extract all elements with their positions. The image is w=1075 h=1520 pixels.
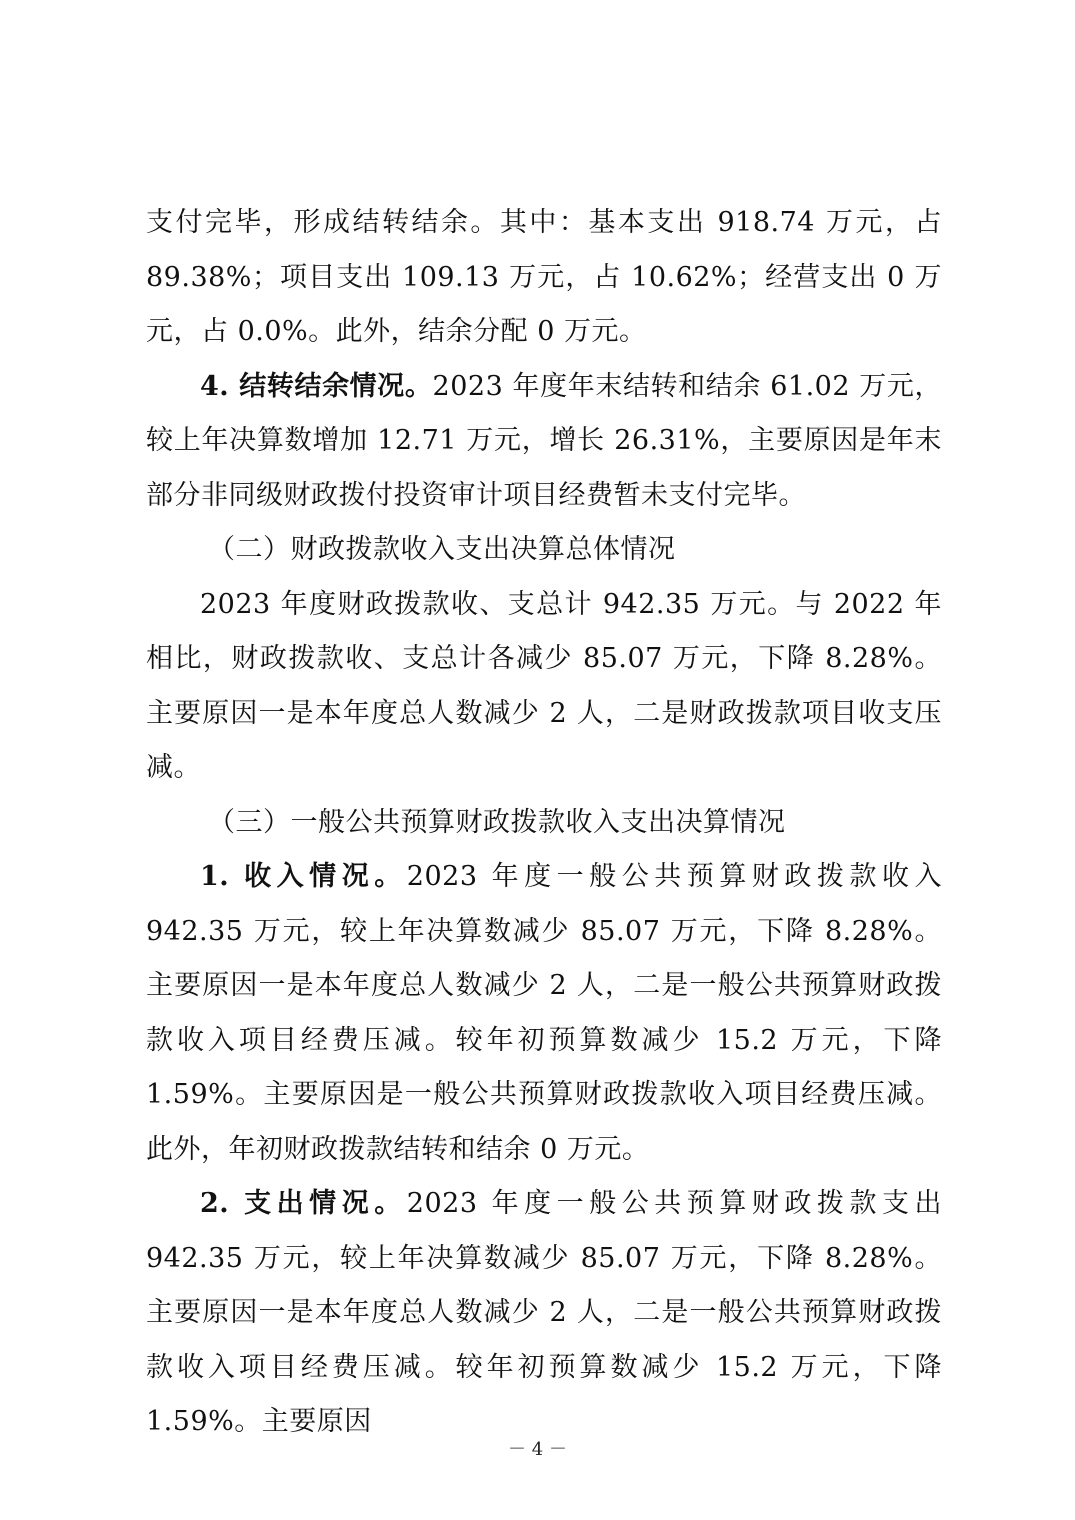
paragraph-lead: 4. 结转结余情况。 <box>200 370 433 402</box>
section-heading-general-budget <box>146 796 942 851</box>
heading-text: （三）一般公共预算财政拨款收入支出决算情况 <box>208 806 786 838</box>
paragraph-expenditure <box>146 1177 942 1450</box>
paragraph-text: 2023 年度一般公共预算财政拨款收入 942.35 万元，较上年决算数减少 85.07 万元，下降 8.28%。主要原因一是本年度总人数减少 2 人，二是一般公共预算财政拨款收入项目经费压减。较年初预算数减少 15.2 万元，下降 1.59%。主要原因是一般公共预算财政拨款收入项目经费压减。此外，年初财政拨款结转和结余 0 万元。 <box>146 861 943 1165</box>
section-heading-fiscal-overall <box>146 523 942 578</box>
page-number: － 4 － <box>508 1439 567 1460</box>
paragraph-lead: 2. 支出情况。 <box>200 1188 407 1219</box>
paragraph-text: 2023 年度年末结转和结余 61.02 万元，较上年决算数增加 12.71 万元，增长 26.31%，主要原因是年末部分非同级财政拨付投资审计项目经费暂未支付完毕。 <box>146 370 942 511</box>
paragraph-text: 支付完毕，形成结转结余。其中：基本支出 918.74 万元，占 89.38%；项目支出 109.13 万元，占 10.62%；经营支出 0 万元，占 0.0%。此外，结余分配 0 万元。 <box>146 207 942 347</box>
paragraph-text: 2023 年度一般公共预算财政拨款支出 942.35 万元，较上年决算数减少 85.07 万元，下降 8.28%。主要原因一是本年度总人数减少 2 人，二是一般公共预算财政拨款收入项目经费压减。较年初预算数减少 15.2 万元，下降 1.59%。主要原因 <box>146 1188 943 1437</box>
paragraph-income <box>146 850 942 1177</box>
paragraph-expenditure-continued <box>146 196 942 360</box>
document-body <box>146 196 942 1450</box>
paragraph-text: 2023 年度财政拨款收、支总计 942.35 万元。与 2022 年相比，财政拨款收、支总计各减少 85.07 万元，下降 8.28%。主要原因一是本年度总人数减少 2 人，二是财政拨款项目收支压减。 <box>146 588 942 783</box>
paragraph-lead: 1. 收入情况。 <box>200 861 407 892</box>
paragraph-fiscal-overall <box>146 578 942 796</box>
paragraph-carryover-balance <box>146 360 942 524</box>
heading-text: （二）财政拨款收入支出决算总体情况 <box>208 534 676 565</box>
